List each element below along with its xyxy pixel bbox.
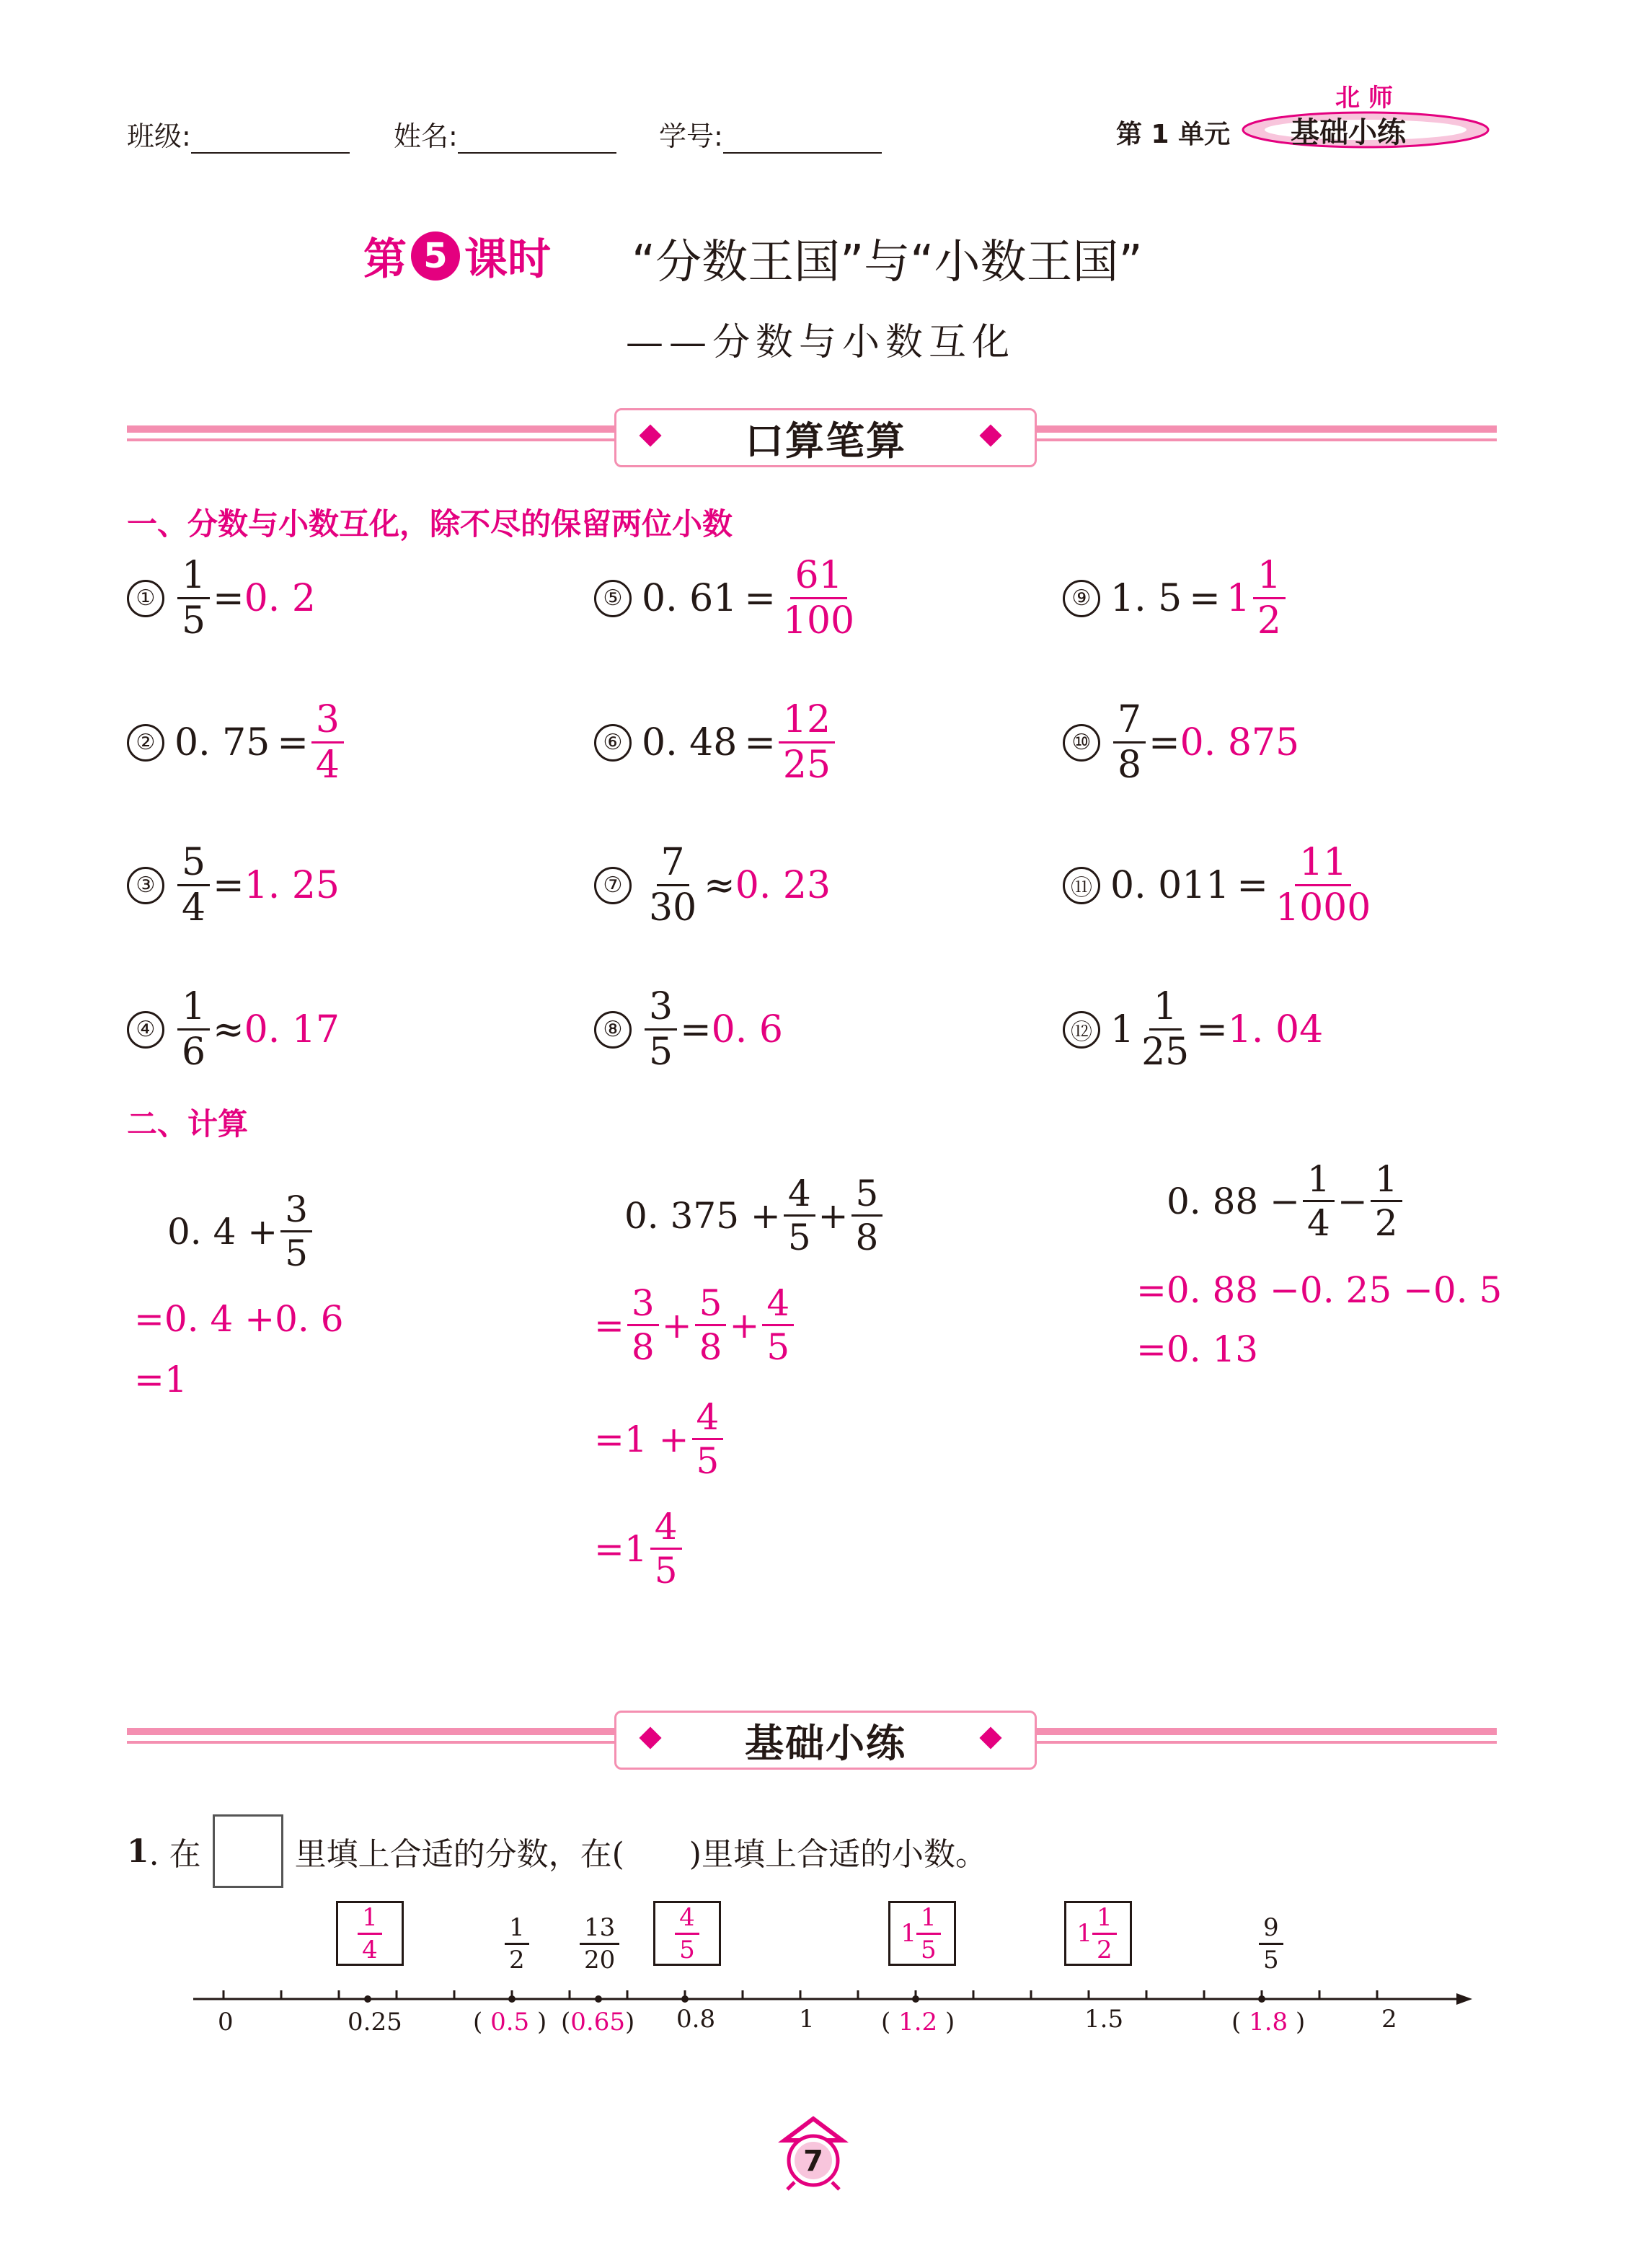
q2-title: 二、计算 (127, 1106, 249, 1142)
item-number: ⑥ (594, 724, 632, 762)
frac-num: 3 (280, 1191, 312, 1232)
lhs: 0. 61 (642, 576, 738, 620)
frac-num: 11 (1295, 844, 1351, 886)
operator: = (744, 720, 776, 764)
lesson-suffix: 课时 (464, 234, 551, 285)
name-blank[interactable] (458, 126, 616, 154)
frac-den: 8 (855, 1217, 879, 1258)
operator: + (729, 1304, 760, 1346)
class-blank[interactable] (191, 126, 350, 154)
q1-item-9 (1063, 554, 1288, 643)
q1-item-11 (1063, 841, 1378, 930)
operator: = (1196, 1007, 1228, 1051)
q-number: 1 (127, 1832, 149, 1870)
series-name: 基础小练 (1291, 116, 1406, 149)
paren-value: 1.8 (1249, 2008, 1288, 2037)
frac-num: 1 (1371, 1161, 1402, 1202)
q1-item-7 (594, 841, 831, 930)
unit-label: 第 1 单元 (1116, 120, 1231, 149)
point-marker (364, 1995, 371, 2003)
lesson-title: “分数王国”与“小数王国” (632, 236, 1143, 289)
frac-den: 8 (699, 1326, 722, 1368)
item-number: ⑨ (1063, 580, 1100, 617)
q1-item-1 (127, 554, 316, 643)
fraction-box-1-4[interactable] (336, 1901, 404, 1966)
frac-den: 8 (631, 1326, 655, 1368)
operator: + (661, 1304, 692, 1346)
q1-item-5 (594, 554, 862, 643)
operator: = (277, 720, 309, 764)
frac-den: 5 (921, 1935, 937, 1964)
calc3-expression (1167, 1158, 1405, 1244)
fraction-box-1-1-2[interactable] (1064, 1901, 1132, 1966)
q1-item-3 (127, 841, 340, 930)
calc1-expression (167, 1188, 315, 1274)
tick-label-2: 2 (1381, 2005, 1397, 2034)
q1-item-12 (1063, 985, 1324, 1074)
calc1-step2: =1 (134, 1359, 187, 1400)
operator: = (1237, 863, 1268, 907)
frac-den: 5 (182, 599, 206, 643)
lhs: 0. 75 (174, 720, 270, 764)
lesson-label (363, 225, 551, 287)
lhs: 1. 5 (1110, 576, 1182, 620)
q1-item-6 (594, 698, 838, 787)
calc2-step1 (594, 1282, 797, 1368)
item-number: ④ (127, 1011, 164, 1049)
frac-den: 100 (782, 599, 855, 643)
point-marker (595, 1995, 602, 2003)
frac-num: 4 (784, 1175, 815, 1217)
frac-den: 5 (649, 1031, 673, 1074)
frac-num: 1 (177, 557, 210, 599)
diamond-icon (979, 1726, 1001, 1749)
id-blank[interactable] (723, 126, 882, 154)
q1-item-4 (127, 985, 340, 1074)
lhs-whole: 1 (1110, 1007, 1135, 1051)
frac-num: 3 (311, 701, 344, 744)
paren-value: 0.65 (570, 2008, 625, 2037)
tick-label-0: 0 (218, 2008, 234, 2037)
item-number: ⑪ (1063, 867, 1100, 904)
lhs: 0. 011 (1110, 863, 1230, 907)
section-oral-title: 口算笔算 (745, 418, 906, 464)
item-number: ⑫ (1063, 1011, 1100, 1049)
frac-num: 7 (657, 844, 689, 886)
frac-den: 25 (782, 744, 831, 787)
frac-den: 5 (285, 1232, 309, 1274)
class-label: 班级: (127, 120, 191, 152)
frac-num: 7 (1113, 701, 1146, 744)
section-basic (127, 1711, 1497, 1766)
tick-label-0.8: 0.8 (676, 2005, 716, 2034)
paren-answer-0.65: (0.65) (561, 2008, 635, 2037)
calc-term: 0. 4 + (167, 1210, 278, 1253)
operator: = (213, 576, 244, 620)
fraction-box-1-1-5[interactable] (888, 1901, 956, 1966)
diamond-icon (979, 424, 1001, 446)
frac-den: 5 (654, 1550, 678, 1592)
fraction-label-9-5 (1256, 1915, 1286, 1972)
frac-den: 5 (1263, 1946, 1279, 1974)
frac-den: 5 (787, 1217, 811, 1258)
point-marker (1258, 1995, 1265, 2003)
tick-label-1: 1 (799, 2005, 815, 2034)
diamond-icon (639, 424, 661, 446)
item-number: ⑤ (594, 580, 632, 617)
frac-den: 2 (1257, 599, 1281, 643)
id-field (659, 114, 882, 154)
frac-whole: 1 (901, 1919, 916, 1948)
frac-den: 1000 (1275, 886, 1371, 930)
answer: 1. 25 (244, 863, 340, 907)
frac-num: 5 (695, 1285, 727, 1326)
operator: = (213, 863, 244, 907)
operator: = (1149, 720, 1180, 764)
section-oral (127, 408, 1497, 464)
frac-num: 1 (1253, 557, 1286, 599)
item-number: ⑩ (1063, 724, 1100, 762)
item-number: ⑧ (594, 1011, 632, 1049)
q1-item-10 (1063, 698, 1300, 787)
frac-den: 4 (1307, 1202, 1330, 1244)
operator: = (680, 1007, 712, 1051)
answer-whole: 1 (1226, 576, 1250, 620)
frac-num: 1 (505, 1915, 529, 1945)
frac-den: 8 (1118, 744, 1142, 787)
frac-whole: 1 (1076, 1919, 1092, 1948)
item-number: ① (127, 580, 164, 617)
calc2-expression (624, 1175, 885, 1256)
frac-den: 30 (649, 886, 697, 930)
frac-den: 2 (1097, 1935, 1112, 1964)
item-number: ② (127, 724, 164, 762)
lesson-subtitle: ——分数与小数互化 (626, 321, 1016, 364)
section-basic-title: 基础小练 (745, 1720, 906, 1766)
paren-value: 1.2 (898, 2008, 938, 2037)
operator: = (594, 1304, 624, 1346)
frac-den: 4 (182, 886, 206, 930)
frac-den: 5 (766, 1326, 790, 1368)
operator: = (1189, 576, 1221, 620)
instruction-a: . 在 (149, 1836, 201, 1873)
frac-num: 1 (177, 988, 210, 1031)
calc1-step1: =0. 4 +0. 6 (134, 1298, 344, 1340)
frac-num: 9 (1259, 1915, 1283, 1945)
frac-num: 5 (177, 844, 210, 886)
frac-den: 2 (509, 1946, 525, 1974)
q1-title: 一、分数与小数互化，除不尽的保留两位小数 (127, 506, 733, 542)
frac-num: 13 (580, 1915, 619, 1945)
frac-den: 2 (1374, 1202, 1398, 1244)
id-label: 学号: (659, 120, 723, 152)
frac-den: 4 (315, 744, 340, 787)
basic-q1-instruction (127, 1814, 987, 1888)
paren-answer-1.8: ( 1.8 ) (1231, 2008, 1306, 2037)
calc2-step3 (594, 1506, 685, 1592)
frac-num: 3 (627, 1285, 659, 1326)
tick-label-0.25: 0.25 (348, 2008, 402, 2037)
name-field (394, 114, 616, 154)
frac-num: 3 (645, 988, 677, 1031)
number-line-ticks (224, 1990, 1377, 2003)
calc3-step1: =0. 88 −0. 25 −0. 5 (1136, 1269, 1503, 1311)
fraction-label-13-20 (577, 1915, 622, 1972)
point-marker (508, 1995, 516, 2003)
frac-num: 1 (1149, 988, 1182, 1031)
paren-answer-1.2: ( 1.2 ) (881, 2008, 955, 2037)
arrow-icon (1456, 1993, 1472, 2005)
frac-num: 4 (650, 1509, 682, 1550)
page-number-badge (770, 2113, 857, 2192)
calc-term: 0. 375 + (624, 1194, 781, 1237)
frac-num: 61 (790, 557, 846, 599)
frac-den: 4 (362, 1935, 378, 1964)
diamond-icon (639, 1726, 661, 1749)
answer: 0. 2 (244, 576, 316, 620)
lesson-number: 5 (423, 236, 448, 276)
calc-term: 0. 88 − (1167, 1180, 1301, 1222)
operator: − (1337, 1180, 1368, 1222)
answer-box-sample (213, 1814, 283, 1888)
answer: 0. 23 (735, 863, 831, 907)
frac-num: 1 (1303, 1161, 1335, 1202)
q1-item-8 (594, 985, 783, 1074)
page-number: 7 (803, 2145, 823, 2178)
answer: 0. 17 (244, 1007, 340, 1051)
frac-num: 1 (916, 1905, 941, 1935)
fraction-label-1-2 (502, 1915, 532, 1972)
frac-num: 1 (358, 1905, 382, 1935)
frac-num: 4 (692, 1399, 724, 1440)
instruction-b: 里填上合适的分数，在( (294, 1836, 624, 1873)
operator: ≈ (704, 863, 735, 907)
calc-term: =1 + (594, 1418, 689, 1460)
item-number: ⑦ (594, 867, 632, 904)
lesson-prefix: 第 (363, 234, 407, 285)
item-number: ③ (127, 867, 164, 904)
frac-den: 5 (679, 1935, 695, 1964)
name-label: 姓名: (394, 120, 458, 152)
paren-value: 0.5 (490, 2008, 530, 2037)
operator: ≈ (213, 1007, 244, 1051)
calc-term: =1 (594, 1527, 647, 1570)
answer: 1. 04 (1227, 1007, 1324, 1051)
frac-den: 25 (1141, 1031, 1190, 1074)
frac-den: 6 (182, 1031, 206, 1074)
class-field (127, 114, 350, 154)
q1-item-2 (127, 698, 347, 787)
frac-num: 12 (779, 701, 835, 744)
frac-num: 4 (762, 1285, 794, 1326)
operator: + (818, 1194, 849, 1237)
instruction-c: )里填上合适的小数。 (689, 1836, 987, 1873)
answer: 0. 6 (711, 1007, 783, 1051)
fraction-box-4-5[interactable] (653, 1901, 721, 1966)
frac-num: 4 (675, 1905, 699, 1935)
frac-num: 1 (1092, 1905, 1117, 1935)
calc2-step2 (594, 1396, 726, 1482)
publisher-label: 北 师 (1335, 84, 1393, 112)
frac-num: 5 (851, 1175, 883, 1217)
point-marker (681, 1995, 689, 2003)
paren-answer-0.5: ( 0.5 ) (473, 2008, 547, 2037)
lhs: 0. 48 (642, 720, 738, 764)
operator: = (744, 576, 776, 620)
answer: 0. 875 (1180, 720, 1300, 764)
tick-label-1.5: 1.5 (1084, 2005, 1124, 2034)
frac-den: 20 (584, 1946, 616, 1974)
calc3-step2: =0. 13 (1136, 1328, 1259, 1370)
frac-den: 5 (696, 1440, 720, 1482)
point-marker (912, 1995, 919, 2003)
lesson-number-badge (411, 231, 460, 281)
